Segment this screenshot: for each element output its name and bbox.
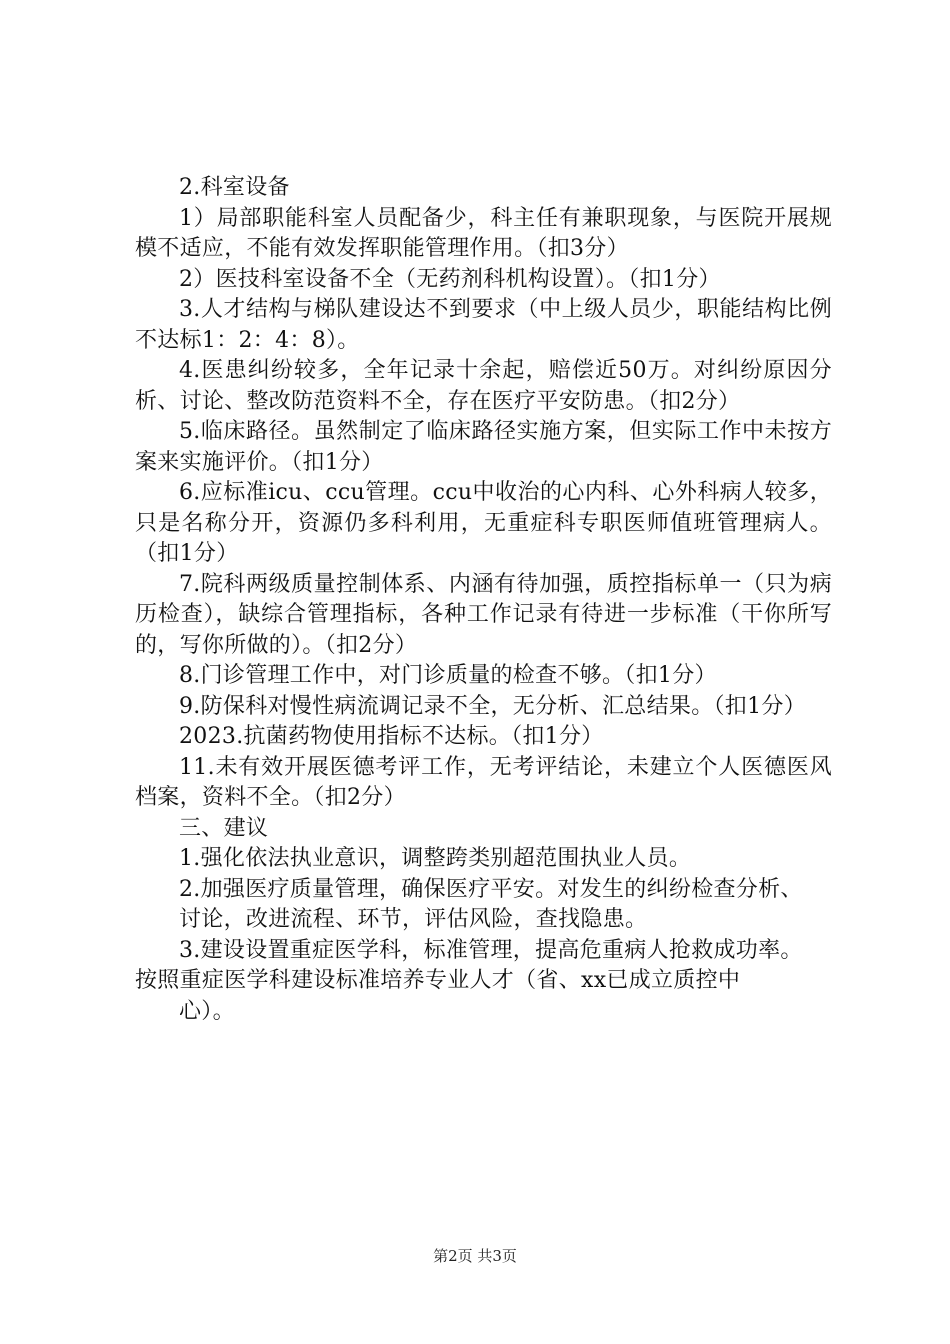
section-heading-equipment: 2.科室设备 bbox=[179, 175, 290, 200]
paragraph: 2）医技科室设备不全（无药剂科机构设置）。（扣1分） bbox=[179, 266, 721, 292]
page-number-footer: 第2页 共3页 bbox=[433, 1247, 517, 1265]
paragraph: 8.门诊管理工作中，对门诊质量的检查不够。（扣1分） bbox=[179, 663, 717, 688]
paragraph: 3.人才结构与梯队建设达不到要求（中上级人员少，职能结构比例不达标1：2：4：8）。 bbox=[135, 297, 832, 353]
paragraph: 2023.抗菌药物使用指标不达标。（扣1分） bbox=[179, 724, 604, 749]
paragraph: 心）。 bbox=[179, 998, 235, 1024]
paragraph: 11.未有效开展医德考评工作，无考评结论，未建立个人医德医风档案，资料不全。（扣2分） bbox=[135, 754, 832, 810]
paragraph: 1.强化依法执业意识，调整跨类别超范围执业人员。 bbox=[179, 846, 692, 871]
document-body bbox=[135, 173, 832, 1027]
paragraph: 4.医患纠纷较多，全年记录十余起，赔偿近50万。对纠纷原因分析、讨论、整改防范资料不全，存在医疗平安防患。（扣2分） bbox=[135, 358, 832, 414]
paragraph: 6.应标准icu、ccu管理。ccu中收治的心内科、心外科病人较多，只是名称分开，资源仍多科利用，无重症科专职医师值班管理病人。（扣1分） bbox=[135, 480, 832, 566]
section-heading-suggestions: 三、建议 bbox=[179, 815, 269, 841]
paragraph: 3.建设设置重症医学科，标准管理，提高危重病人抢救成功率。 bbox=[179, 937, 803, 963]
paragraph: 讨论，改进流程、环节，评估风险，查找隐患。 bbox=[179, 907, 648, 932]
paragraph: 2.加强医疗质量管理，确保医疗平安。对发生的纠纷检查分析、 bbox=[179, 876, 803, 902]
paragraph: 5.临床路径。虽然制定了临床路径实施方案，但实际工作中未按方案来实施评价。（扣1分） bbox=[135, 419, 832, 475]
paragraph: 9.防保科对慢性病流调记录不全，无分析、汇总结果。（扣1分） bbox=[179, 693, 806, 719]
paragraph: 1）局部职能科室人员配备少，科主任有兼职现象，与医院开展规模不适应，不能有效发挥职能管理作用。（扣3分） bbox=[135, 205, 832, 261]
paragraph: 7.院科两级质量控制体系、内涵有待加强，质控指标单一（只为病历检查），缺综合管理指标，各种工作记录有待进一步标准（干你所写的，写你所做的）。（扣2分） bbox=[135, 571, 832, 658]
paragraph: 按照重症医学科建设标准培养专业人才（省、xx已成立质控中 bbox=[135, 968, 741, 993]
